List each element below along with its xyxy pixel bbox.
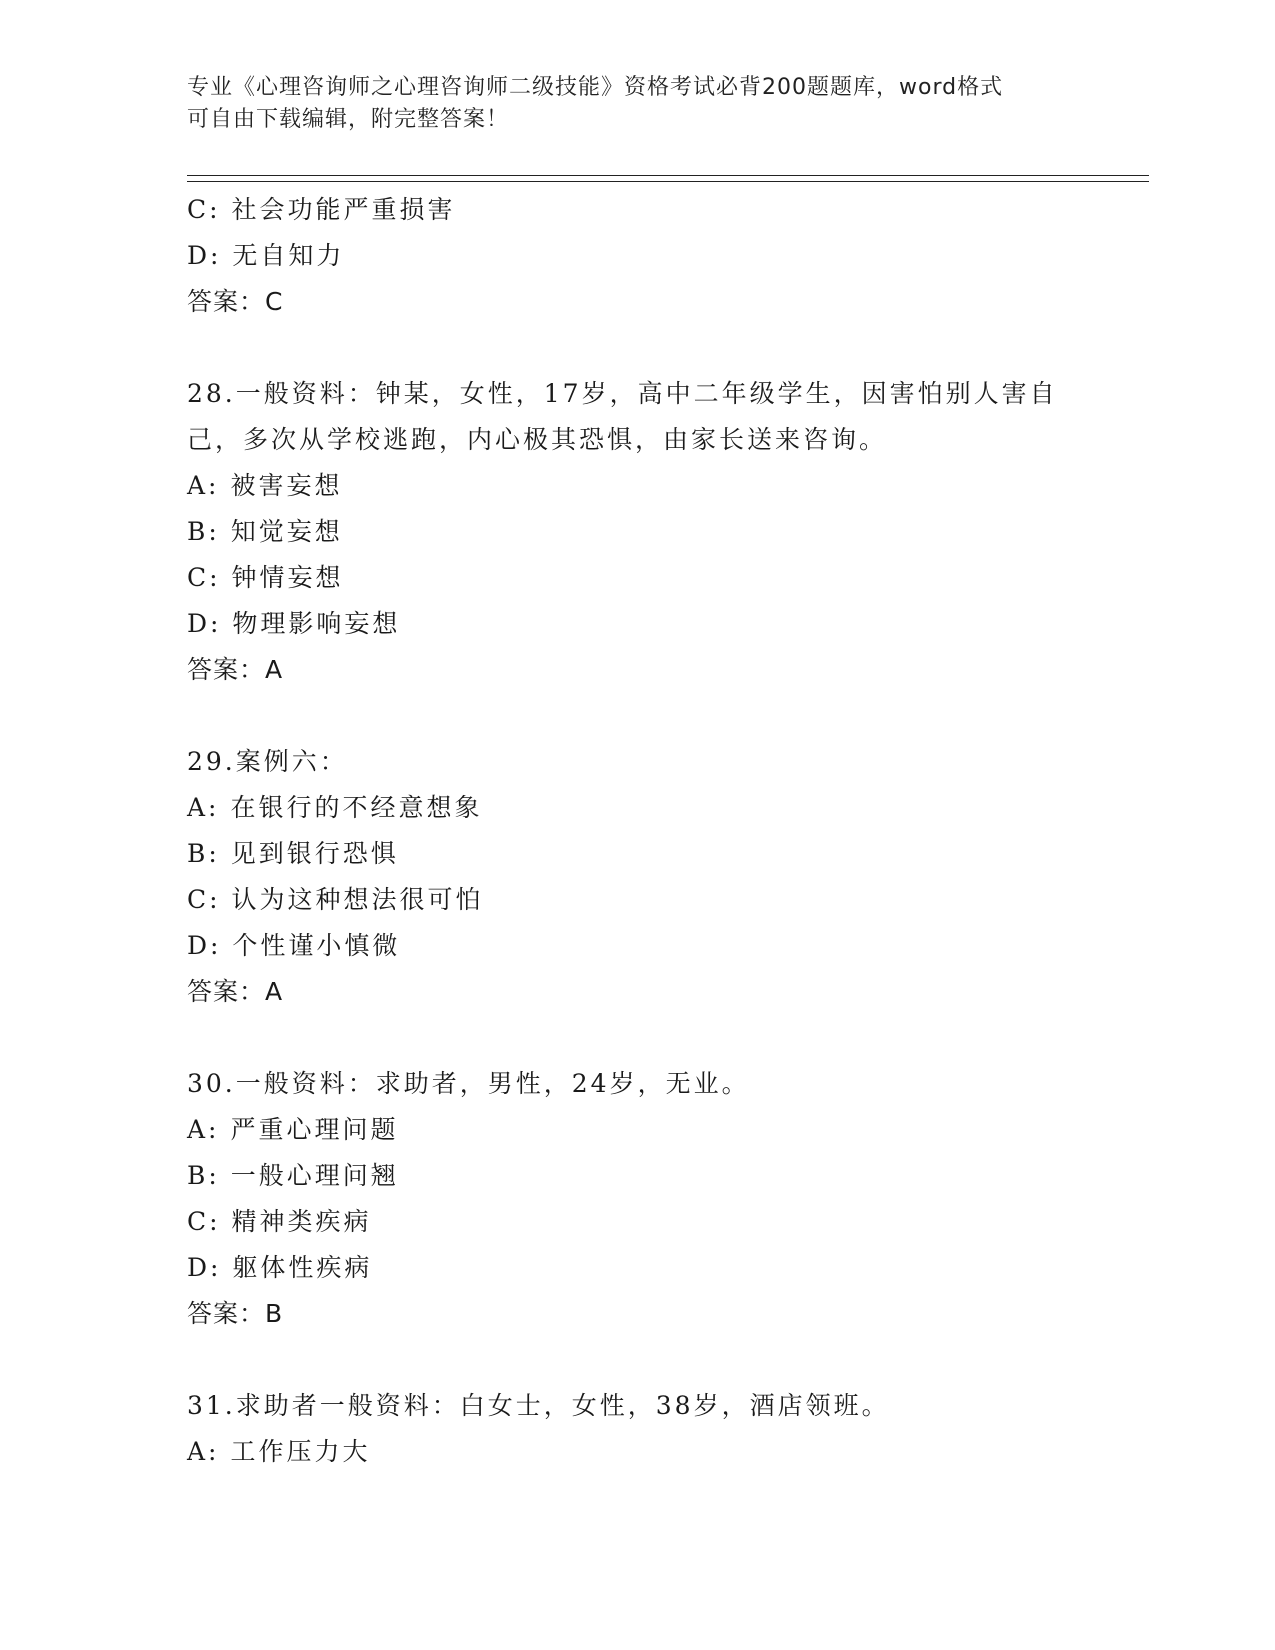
option-text: 社会功能严重损害 — [231, 195, 456, 224]
option-text: 钟情妄想 — [231, 563, 344, 592]
header-title-line-1: 专业《心理咨询师之心理咨询师二级技能》资格考试必背200题题库，word格式 — [187, 75, 1004, 100]
answer-line: 答案：B — [187, 1299, 284, 1328]
option-letter: A: — [187, 1115, 220, 1144]
spacer — [187, 1015, 1147, 1061]
option-text: 知觉妄想 — [230, 517, 343, 546]
option-letter: D: — [187, 1253, 222, 1282]
option-letter: B: — [187, 839, 220, 868]
option-letter: B: — [187, 517, 220, 546]
option-text: 工作压力大 — [230, 1437, 371, 1466]
option-row — [187, 923, 1147, 969]
answer-line: 答案：C — [187, 287, 284, 316]
header-rule-bottom — [187, 181, 1149, 182]
option-text: 在银行的不经意想象 — [230, 793, 483, 822]
question-stem-continued: 己，多次从学校逃跑，内心极其恐惧，由家长送来咨询。 — [187, 425, 888, 454]
option-row — [187, 1429, 1147, 1475]
option-letter: A: — [187, 1437, 220, 1466]
question-list — [187, 187, 1147, 1475]
option-row — [187, 1153, 1147, 1199]
question-stem: 30.一般资料：求助者，男性，24岁，无业。 — [187, 1069, 750, 1098]
option-text: 一般心理问翘 — [230, 1161, 399, 1190]
option-row — [187, 1199, 1147, 1245]
option-text: 见到银行恐惧 — [230, 839, 399, 868]
option-row — [187, 601, 1147, 647]
spacer — [187, 693, 1147, 739]
question-block-31 — [187, 1383, 1147, 1475]
option-letter: C: — [187, 1207, 221, 1236]
answer-line: 答案：A — [187, 655, 284, 684]
option-letter: C: — [187, 885, 221, 914]
option-text: 严重心理问题 — [230, 1115, 399, 1144]
continued-question-block — [187, 187, 1147, 325]
option-row — [187, 877, 1147, 923]
option-text: 躯体性疾病 — [232, 1253, 373, 1282]
spacer — [187, 325, 1147, 371]
option-letter: D: — [187, 241, 222, 270]
question-block-28 — [187, 371, 1147, 693]
question-stem: 31.求助者一般资料：白女士，女性，38岁，酒店领班。 — [187, 1391, 890, 1420]
option-row — [187, 831, 1147, 877]
option-letter: B: — [187, 1161, 220, 1190]
option-row — [187, 463, 1147, 509]
option-row — [187, 555, 1147, 601]
option-row — [187, 187, 1147, 233]
option-letter: A: — [187, 471, 220, 500]
header-rule-top — [187, 175, 1149, 176]
option-text: 被害妄想 — [230, 471, 343, 500]
option-row — [187, 785, 1147, 831]
question-block-29 — [187, 739, 1147, 1015]
question-stem: 29.案例六： — [187, 747, 348, 776]
option-letter: C: — [187, 563, 221, 592]
document-header — [187, 72, 1067, 136]
question-stem: 28.一般资料：钟某，女性，17岁，高中二年级学生，因害怕别人害自 — [187, 379, 1058, 408]
option-text: 认为这种想法很可怕 — [231, 885, 484, 914]
option-text: 个性谨小慎微 — [232, 931, 401, 960]
answer-line: 答案：A — [187, 977, 284, 1006]
spacer — [187, 1337, 1147, 1383]
option-letter: C: — [187, 195, 221, 224]
option-letter: D: — [187, 609, 222, 638]
option-text: 精神类疾病 — [231, 1207, 372, 1236]
option-text: 物理影响妄想 — [232, 609, 401, 638]
option-row — [187, 509, 1147, 555]
option-row — [187, 1107, 1147, 1153]
option-letter: D: — [187, 931, 222, 960]
option-row — [187, 233, 1147, 279]
question-block-30 — [187, 1061, 1147, 1337]
header-title-line-2: 可自由下载编辑，附完整答案！ — [187, 107, 510, 132]
option-row — [187, 1245, 1147, 1291]
option-text: 无自知力 — [232, 241, 345, 270]
option-letter: A: — [187, 793, 220, 822]
